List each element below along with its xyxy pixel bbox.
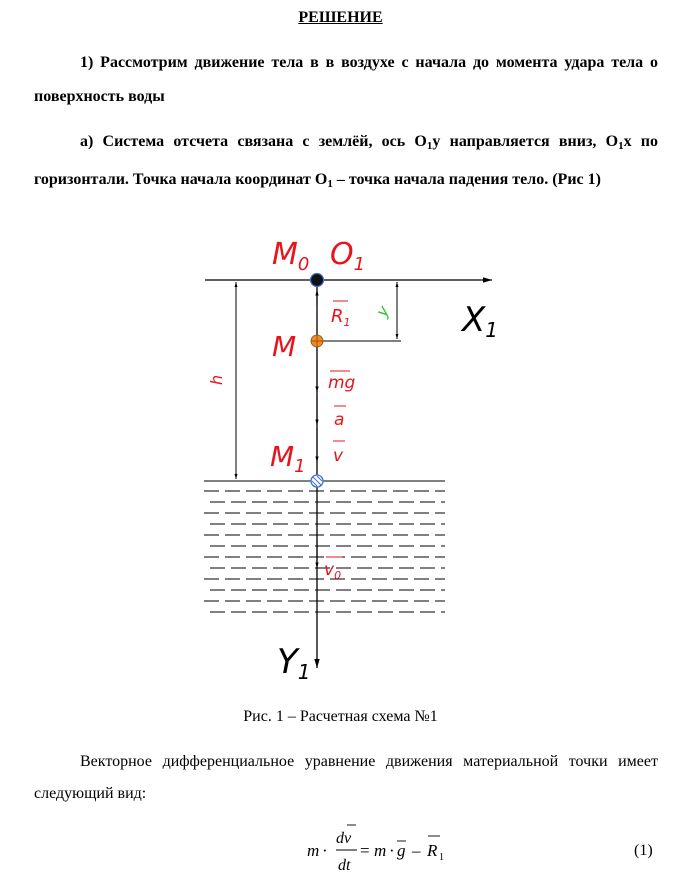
- figure-caption: Рис. 1 – Расчетная схема №1: [243, 708, 438, 725]
- svg-text:1: 1: [439, 852, 444, 863]
- svg-text:mg: mg: [328, 373, 356, 393]
- svg-text:m: m: [307, 841, 320, 860]
- paragraph-1: [34, 46, 658, 114]
- paragraph-1-text: 1) Рассмотрим движение тела в в воздухе с начала до момента удара тела о поверхность воды: [34, 54, 658, 105]
- p2-sub-2: 1: [618, 140, 624, 152]
- paragraph-2: [34, 125, 658, 201]
- label-x1: X1: [462, 300, 499, 342]
- equation-formula: [0, 818, 681, 878]
- p2-text-c: x по горизонтали. Точка начала координат O: [34, 133, 659, 188]
- point-o1: [311, 274, 324, 287]
- p2-sub-1: 1: [426, 140, 433, 152]
- svg-text:v: v: [333, 446, 344, 466]
- label-v: [333, 441, 345, 466]
- label-h: h: [207, 374, 226, 385]
- heading: РЕШЕНИЕ: [298, 9, 383, 26]
- paragraph-3: [34, 746, 658, 810]
- equation-1: [0, 818, 681, 878]
- water-surface: [204, 481, 445, 612]
- label-r1: [331, 301, 351, 329]
- p2-text-b: y направляется вниз, O: [432, 133, 619, 150]
- point-m: [311, 335, 323, 347]
- label-mg: [328, 371, 356, 393]
- svg-text:R: R: [427, 841, 438, 860]
- label-a: [334, 406, 346, 430]
- figure-1-diagram: [0, 225, 681, 695]
- svg-text:R1: $R_1$: [331, 306, 351, 329]
- svg-text:g: g: [397, 841, 406, 860]
- svg-text:v0: $v_0$: [324, 560, 342, 582]
- label-y1: Y1: [277, 642, 311, 684]
- paragraph-3-text: Векторное дифференциальное уравнение движения материальной точки имеет следующий вид:: [34, 753, 658, 802]
- p2-text-d: – точка начала падения тело. (Рис 1): [332, 171, 601, 188]
- svg-text:a: a: [334, 410, 345, 430]
- svg-text:dt: dt: [338, 857, 351, 874]
- svg-text:=: =: [360, 841, 370, 860]
- label-v0: [324, 557, 342, 582]
- p2-text-a: а) Система отсчета связана с землёй, ось O: [80, 133, 427, 150]
- svg-text:dv: dv: [336, 830, 352, 847]
- label-m: M: [272, 330, 297, 363]
- point-m1: [311, 475, 323, 487]
- label-o1: $O_1$: [330, 237, 366, 275]
- svg-text:·: ·: [389, 841, 395, 860]
- label-m0: $M_0$: [272, 237, 310, 275]
- label-m1: $M_1$: [270, 440, 306, 477]
- svg-text:m: m: [374, 841, 387, 860]
- svg-text:·: ·: [322, 841, 328, 860]
- label-y: y: [372, 302, 394, 320]
- equation-number: (1): [634, 842, 653, 859]
- p2-sub-3: 1: [327, 178, 333, 190]
- svg-text:–: –: [412, 841, 421, 860]
